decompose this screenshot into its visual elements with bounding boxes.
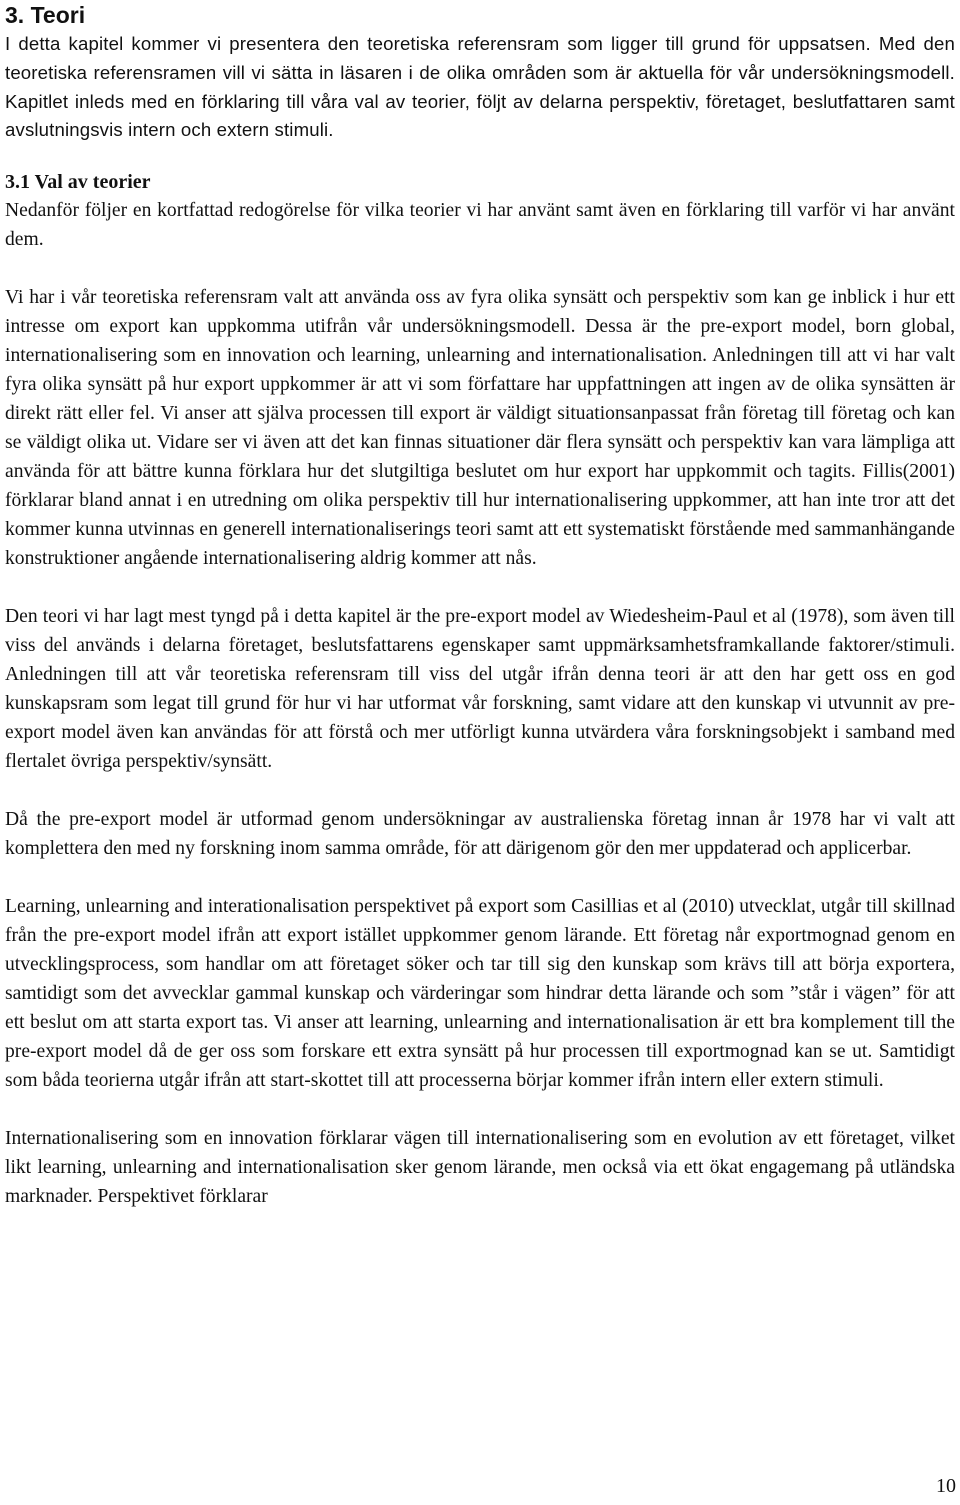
paragraph: Då the pre-export model är utformad genom undersökningar av australienska företag innan år 1978 har vi valt att komplettera den med ny forskning inom samma område, för att därigenom gör den mer uppdaterad och applicerbar. bbox=[5, 809, 955, 860]
chapter-title: 3. Teori bbox=[5, 2, 86, 28]
chapter-intro: I detta kapitel kommer vi presentera den teoretiska referensram som ligger till grund för uppsatsen. Med den teoretiska referensramen vill vi sätta in läsaren i de olika områden som är aktuella för vår undersökningsmodell. Kapitlet inleds med en förklaring till våra val av teorier, följt av delarna perspektiv, företaget, beslutfattaren samt avslutningsvis intern och extern stimuli. bbox=[5, 33, 955, 141]
paragraph: Learning, unlearning and interationalisation perspektivet på export som Casillias et al (2010) utvecklat, utgår till skillnad från the pre-export model ifrån att export istället uppkommer genom lärande. Ett företag når exportmognad genom en utvecklingsprocess, som handlar om att företaget söker och tar till sig den kunskap som krävs till att börja exportera, samtidigt som det avvecklar gammal kunskap och värderingar som hindrar detta lärande och som ”står i vägen” för att ett beslut om att starta export tas. Vi anser att learning, unlearning and internationalisation är ett bra komplement till the pre-export model då de ger oss som forskare ett extra synsätt på hur processen till exportmognad kan se ut. Samtidigt som båda teorierna utgår ifrån att start-skottet till att processerna börjar kommer ifrån intern eller extern stimuli. bbox=[5, 896, 955, 1092]
section-title: 3.1 Val av teorier bbox=[5, 171, 151, 194]
page-number: 10 bbox=[936, 1475, 956, 1497]
paragraph: Vi har i vår teoretiska referensram valt att använda oss av fyra olika synsätt och perspektiv som kan ge inblick i hur ett intresse om export kan uppkomma utifrån vår undersökningsmodell. Dessa är the pre-export model, born global, internationalisering som en innovation och learning, unlearning and internationalisation. Anledningen till att vi har valt fyra olika synsätt på hur export uppkommer är att vi som författare har uppfattningen att ingen av de olika synsätten är direkt rätt eller fel. Vi anser att själva processen till export är väldigt situationsanpassat från företag till företag och kan se väldigt olika ut. Vidare ser vi även att det kan finnas situationer där flera synsätt och perspektiv kan vara lämpliga att använda för att bättre kunna förklara hur det slutgiltiga beslutet om hur export har uppkommit och tagits. Fillis(2001) förklarar bland annat i en utredning om olika perspektiv till hur internationalisering uppkommer, att han inte tror att det kommer kunna utvinnas en generell internationaliserings teori samt att ett systematiskt förstående med sammanhängande konstruktioner angående internationalisering aldrig kommer att nås. bbox=[5, 287, 955, 570]
paragraph: Internationalisering som en innovation förklarar vägen till internationalisering som en evolution av ett företaget, vilket likt learning, unlearning and internationalisation sker genom lärande, men också via ett ökat engagemang på utländska marknader. Perspektivet förklarar bbox=[5, 1128, 955, 1208]
document-page bbox=[5, 0, 955, 1211]
paragraph: Den teori vi har lagt mest tyngd på i detta kapitel är the pre-export model av Wiedesheim-Paul et al (1978), som även till viss del används i delarna företaget, beslutsfattarens egenskaper samt uppmärksamhetsframkallande faktorer/stimuli. Anledningen till att vår teoretiska referensram till viss del utgår ifrån denna teori är att den har gett oss en god kunskapsram som legat till grund för hur vi har utformat vår forskning, samt vidare att den kunskap vi utvunnit av pre-export model även kan användas för att förstå och mer utförligt kunna utvärdera våra forskningsobjekt i samband med flertalet övriga perspektiv/synsätt. bbox=[5, 606, 955, 773]
paragraph: Nedanför följer en kortfattad redogörelse för vilka teorier vi har använt samt även en förklaring till varför vi har använt dem. bbox=[5, 200, 955, 251]
